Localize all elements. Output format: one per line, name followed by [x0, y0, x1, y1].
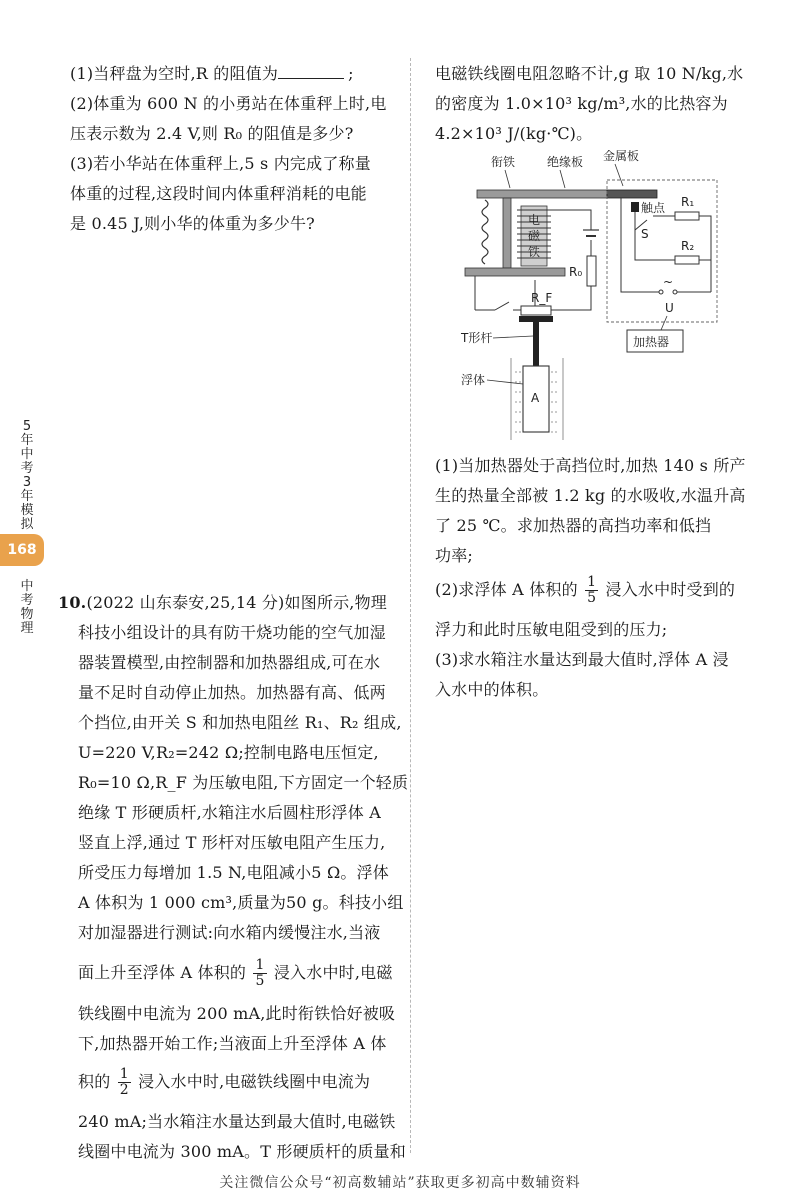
problem-10-line4: 量不足时自动停止加热。加热器有高、低两: [78, 683, 386, 702]
label-armature: 衔铁: [491, 155, 516, 169]
label-t-rod: T形杆: [461, 331, 493, 345]
side-tab-subject: 中 考 物 理: [20, 579, 34, 636]
problem-number: 10.: [58, 593, 87, 612]
prev-q3-line1: (3)若小华站在体重秤上,5 s 内完成了称量: [70, 154, 371, 173]
problem-10-line6: U=220 V,R₂=242 Ω;控制电路电压恒定,: [78, 743, 379, 762]
fraction-one-fifth: $\frac{1}{5}$: [255, 957, 265, 989]
prev-q2-line1: (2)体重为 600 N 的小勇站在体重秤上时,电: [70, 94, 387, 113]
pressure-resistor-rf: [521, 306, 551, 315]
label-metal-plate: 金属板: [603, 150, 640, 163]
label-electromagnet-1: 电: [528, 213, 541, 227]
intro-line2: 的密度为 1.0×10³ kg/m³,水的比热容为: [435, 94, 728, 113]
metal-plate: [607, 190, 657, 198]
problem-10-line9: 竖直上浮,通过 T 形杆对压敏电阻产生压力,: [78, 833, 386, 852]
label-s: S: [641, 227, 649, 241]
label-insulator: 绝缘板: [547, 155, 584, 169]
problem-10-line16: 积的 $\frac{1}{2}$ 浸入水中时,电磁铁线圈中电流为: [78, 1066, 371, 1098]
label-electromagnet-2: 磁: [528, 229, 541, 243]
problem-10-line13: 面上升至浮体 A 体积的 $\frac{1}{5}$ 浸入水中时,电磁: [78, 957, 393, 989]
problem-10-line5: 个挡位,由开关 S 和加热电阻丝 R₁、R₂ 组成,: [78, 713, 402, 732]
label-float: 浮体: [461, 373, 486, 387]
label-a: A: [531, 391, 540, 405]
t-rod-stem: [533, 322, 539, 366]
resistor-r2: [675, 256, 699, 264]
resistor-r0: [587, 256, 596, 286]
q1-line1: (1)当加热器处于高挡位时,加热 140 s 所产: [435, 456, 746, 475]
label-rf: R_F: [531, 291, 553, 305]
label-r0: R₀: [569, 265, 583, 279]
column-divider: [410, 58, 411, 1153]
label-electromagnet-3: 铁: [528, 245, 541, 259]
problem-10-line15: 下,加热器开始工作;当液面上升至浮体 A 体: [78, 1034, 387, 1053]
problem-10-line14: 铁线圈中电流为 200 mA,此时衔铁恰好被吸: [78, 1004, 396, 1023]
fraction-one-half: $\frac{1}{2}$: [119, 1066, 129, 1098]
base-plate: [465, 268, 565, 276]
t-rod-top: [519, 316, 553, 322]
q1-line2: 生的热量全部被 1.2 kg 的水吸收,水温升高: [435, 486, 746, 505]
q2-line1: (2)求浮体 A 体积的 $\frac{1}{5}$ 浸入水中时受到的: [435, 574, 736, 606]
answer-blank[interactable]: [278, 64, 344, 79]
label-u: U: [665, 301, 674, 315]
problem-10-line3: 器装置模型,由控制器和加热器组成,可在水: [78, 653, 381, 672]
q1-line4: 功率;: [435, 546, 473, 565]
footer-note: 关注微信公众号“初高数辅站”获取更多初高中数辅资料: [219, 1175, 581, 1191]
q2-line2: 浮力和此时压敏电阻受到的压力;: [435, 620, 668, 639]
problem-10-line18: 线圈中电流为 300 mA。T 形硬质杆的质量和: [78, 1142, 406, 1161]
prev-q2-line2: 压表示数为 2.4 V,则 R₀ 的阻值是多少?: [70, 124, 354, 143]
label-r2: R₂: [681, 239, 695, 253]
problem-10-line17: 240 mA;当水箱注水量达到最大值时,电磁铁: [78, 1112, 396, 1131]
armature-bar: [477, 190, 607, 198]
intro-line1: 电磁铁线圈电阻忽略不计,g 取 10 N/kg,水: [435, 64, 744, 83]
problem-10-line2: 科技小组设计的具有防干烧功能的空气加湿: [78, 623, 386, 642]
prev-q3-line3: 是 0.45 J,则小华的体重为多少牛?: [70, 214, 315, 233]
spring: [482, 200, 488, 264]
problem-10-line12: 对加湿器进行测试:向水箱内缓慢注水,当液: [78, 923, 381, 942]
heater-circuit-diagram: [455, 150, 725, 450]
problem-10-line1: 10.(2022 山东泰安,25,14 分)如图所示,物理: [58, 593, 387, 612]
label-contact: 触点: [641, 201, 666, 215]
label-heater: 加热器: [633, 335, 670, 349]
problem-10-line11: A 体积为 1 000 cm³,质量为50 g。科技小组: [78, 893, 404, 912]
q1-line3: 了 25 ℃。求加热器的高挡功率和低挡: [435, 516, 712, 535]
q3-line1: (3)求水箱注水量达到最大值时,浮体 A 浸: [435, 650, 729, 669]
intro-line3: 4.2×10³ J/(kg·℃)。: [435, 124, 593, 143]
page-number: 168: [7, 542, 37, 558]
prev-q3-line2: 体重的过程,这段时间内体重秤消耗的电能: [70, 184, 367, 203]
q3-line2: 入水中的体积。: [435, 680, 549, 699]
resistor-r1: [675, 212, 699, 220]
prev-q1: (1)当秤盘为空时,R 的阻值为 ;: [70, 64, 354, 83]
side-tab-series: 5 年 中 考 3 年 模 拟: [20, 419, 34, 532]
problem-10-line8: 绝缘 T 形硬质杆,水箱注水后圆柱形浮体 A: [78, 803, 381, 822]
fraction-one-fifth-right: $\frac{1}{5}$: [587, 574, 597, 606]
problem-10-line10: 所受压力每增加 1.5 N,电阻减小5 Ω。浮体: [78, 863, 390, 882]
contact-block: [631, 202, 639, 212]
problem-10-line7: R₀=10 Ω,R_F 为压敏电阻,下方固定一个轻质: [78, 773, 409, 792]
label-ac: ~: [663, 275, 674, 289]
label-r1: R₁: [681, 195, 695, 209]
page-number-badge: [0, 534, 44, 566]
